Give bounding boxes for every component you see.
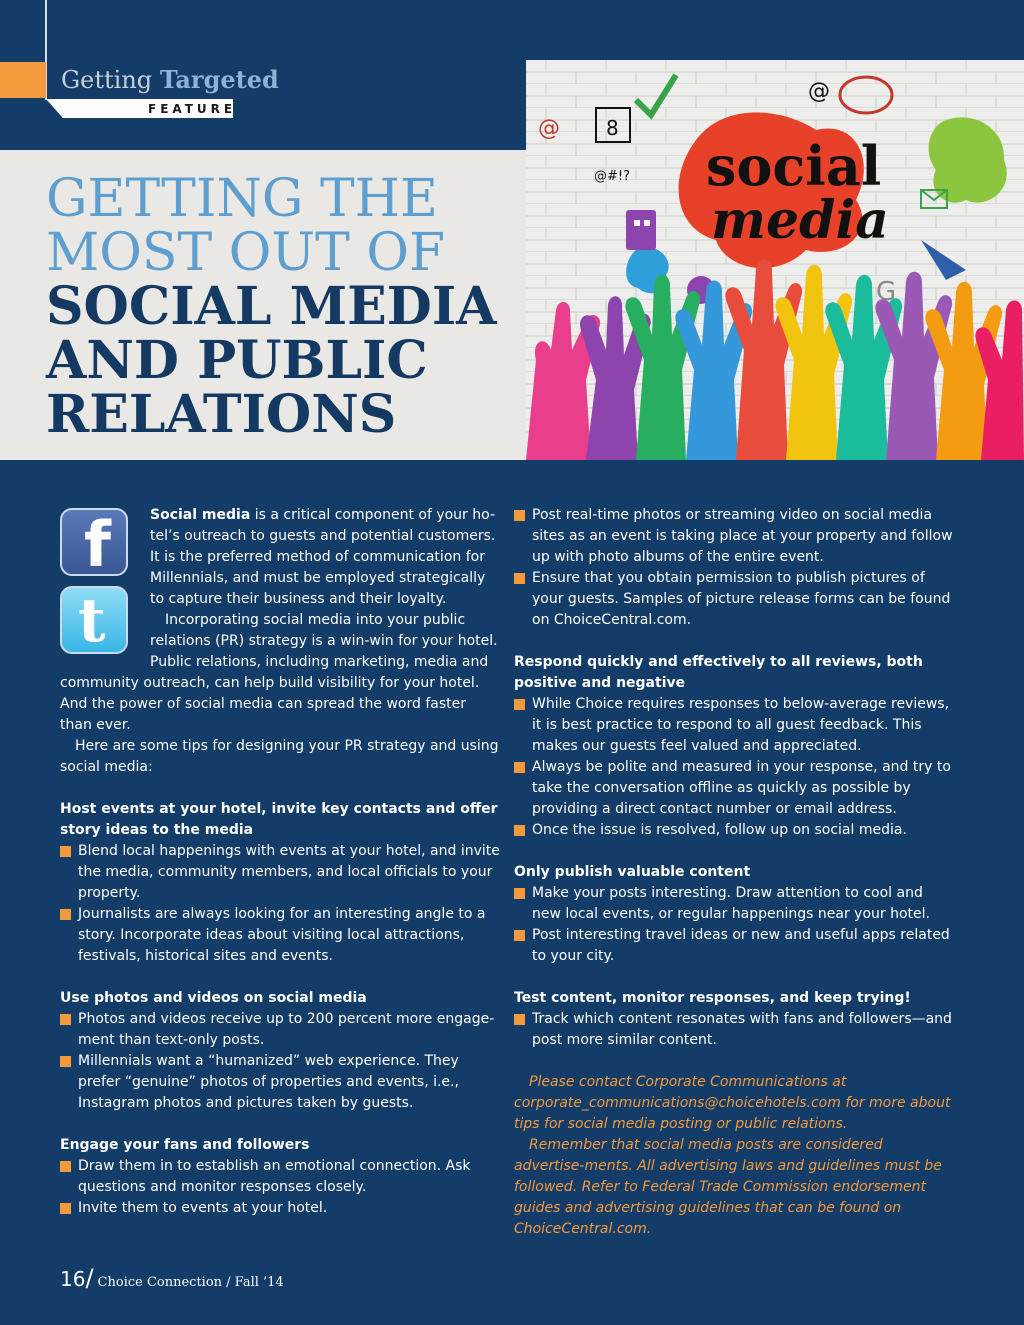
publication-name: Choice Connection / Fall ’14 (97, 1275, 284, 1290)
para2-line-5: And the power of social media can spread the word faster (60, 696, 467, 712)
left-section-heading-2: Use photos and videos on social media (60, 990, 367, 1006)
section-title-bold: Targeted (159, 65, 279, 94)
list-item: Draw them in to establish an emotional connection. Ask questions and monitor responses closely. (60, 1156, 500, 1198)
list-item: Always be polite and measured in your response, and try to take the conversation offline as quickly as possible by providing a direct contact number or email address. (514, 757, 954, 820)
right-section-heading-2: Only publish valuable content (514, 864, 751, 880)
hero-image (526, 60, 1024, 460)
list-item: Track which content resonates with fans and followers—and post more similar content. (514, 1009, 954, 1051)
list-item: Once the issue is resolved, follow up on social media. (514, 820, 954, 841)
list-item: While Choice requires responses to below-average reviews, it is best practice to respond to all guest feedback. This makes our guests feel valued and appreciated. (514, 694, 954, 757)
google-icon: G (876, 277, 897, 307)
advertising-note: Remember that social media posts are considered advertise-ments. All advertising laws and guidelines must be followed. Refer to Federal Trade Commission endorsement guides and advertising guidelines that can be found on ChoiceCentral.com. (514, 1137, 942, 1237)
left-section-list-2 (60, 1009, 500, 1114)
left-section-list-1 (60, 841, 500, 967)
at-sign-icon: @ (538, 116, 560, 141)
left-column (60, 505, 500, 1219)
left-section-heading-3: Engage your fans and followers (60, 1137, 310, 1153)
para2-line-1: Incorporating social media into your public (165, 612, 466, 628)
contact-note: Please contact Corporate Communications at corporate_communications@choicehotels.com for more about tips for social media posting or public relations. (514, 1074, 951, 1132)
page-footer (60, 1264, 284, 1292)
list-item: Photos and videos receive up to 200 percent more engage-ment than text-only posts. (60, 1009, 500, 1051)
list-item: Make your posts interesting. Draw attention to cool and new local events, or regular happenings near your hotel. (514, 883, 954, 925)
right-section-heading-1: Respond quickly and effectively to all reviews, both positive and negative (514, 654, 923, 691)
intro-line-1: is a critical component of your ho- (250, 507, 496, 523)
title-line-2: MOST OUT OF (46, 223, 446, 283)
list-item: Blend local happenings with events at your hotel, and invite the media, community members, and local officials to your property. (60, 841, 500, 904)
calendar-number: 8 (606, 116, 619, 140)
para2-line-2: relations (PR) strategy is a win-win for your hotel. (150, 633, 498, 649)
para2-line-6: than ever. (60, 717, 131, 733)
right-section-heading-3: Test content, monitor responses, and keep trying! (514, 990, 911, 1006)
page-title (46, 169, 516, 445)
list-item: Ensure that you obtain permission to publish pictures of your guests. Samples of picture release forms can be found on ChoiceCentral.com. (514, 568, 954, 631)
right-column (514, 505, 954, 1240)
footer-slash: / (85, 1264, 94, 1292)
intro-line-4: Millennials, and must be employed strategically (150, 570, 486, 586)
title-line-4: AND PUBLIC (46, 330, 428, 391)
list-item: Post interesting travel ideas or new and useful apps related to your city. (514, 925, 954, 967)
right-section-list-3 (514, 1009, 954, 1051)
title-line-3: SOCIAL MEDIA (46, 276, 497, 337)
list-item: Millennials want a “humanized” web experience. They prefer “genuine” photos of properties and events, i.e., Instagram photos and pictures taken by guests. (60, 1051, 500, 1114)
robot-icon (626, 210, 656, 250)
feature-label: FEATURE (148, 102, 237, 116)
intro-bold: Social media (150, 507, 251, 523)
right-section-list-1 (514, 694, 954, 841)
splash-word-media: media (711, 190, 889, 251)
list-item: Invite them to events at your hotel. (60, 1198, 500, 1219)
page-number: 16 (60, 1267, 86, 1291)
intro-line-3: It is the preferred method of communication for (150, 549, 485, 565)
right-top-list (514, 505, 954, 631)
para3: Here are some tips for designing your PR strategy and using social media: (60, 738, 499, 775)
right-section-list-2 (514, 883, 954, 967)
facebook-icon: f (60, 508, 128, 576)
list-item: Post real-time photos or streaming video on social media sites as an event is taking place at your property and follow up with photo albums of the entire event. (514, 505, 954, 568)
para2-line-4: community outreach, can help build visibility for your hotel. (60, 675, 480, 691)
section-accent (0, 62, 46, 98)
exclaim-doodle: @#!? (594, 169, 631, 184)
social-media-illustration (526, 60, 1024, 460)
at-sign-icon-2: @ (808, 79, 830, 104)
intro-line-2: tel’s outreach to guests and potential customers. (150, 528, 496, 544)
list-item: Journalists are always looking for an interesting angle to a story. Incorporate ideas about visiting local attractions, festivals, historical sites and events. (60, 904, 500, 967)
intro-paragraph (60, 505, 500, 526)
title-line-5: RELATIONS (46, 384, 397, 445)
para2-line-3: Public relations, including marketing, media and (150, 654, 489, 670)
left-section-heading-1: Host events at your hotel, invite key contacts and offer story ideas to the media (60, 801, 498, 838)
section-title (61, 64, 279, 96)
section-title-light: Getting (61, 66, 153, 94)
splash-word-social: social (706, 134, 882, 198)
left-section-list-3 (60, 1156, 500, 1219)
title-line-1: GETTING THE (46, 169, 438, 229)
twitter-icon: t (60, 586, 128, 654)
intro-line-5: to capture their business and their loyalty. (150, 591, 447, 607)
